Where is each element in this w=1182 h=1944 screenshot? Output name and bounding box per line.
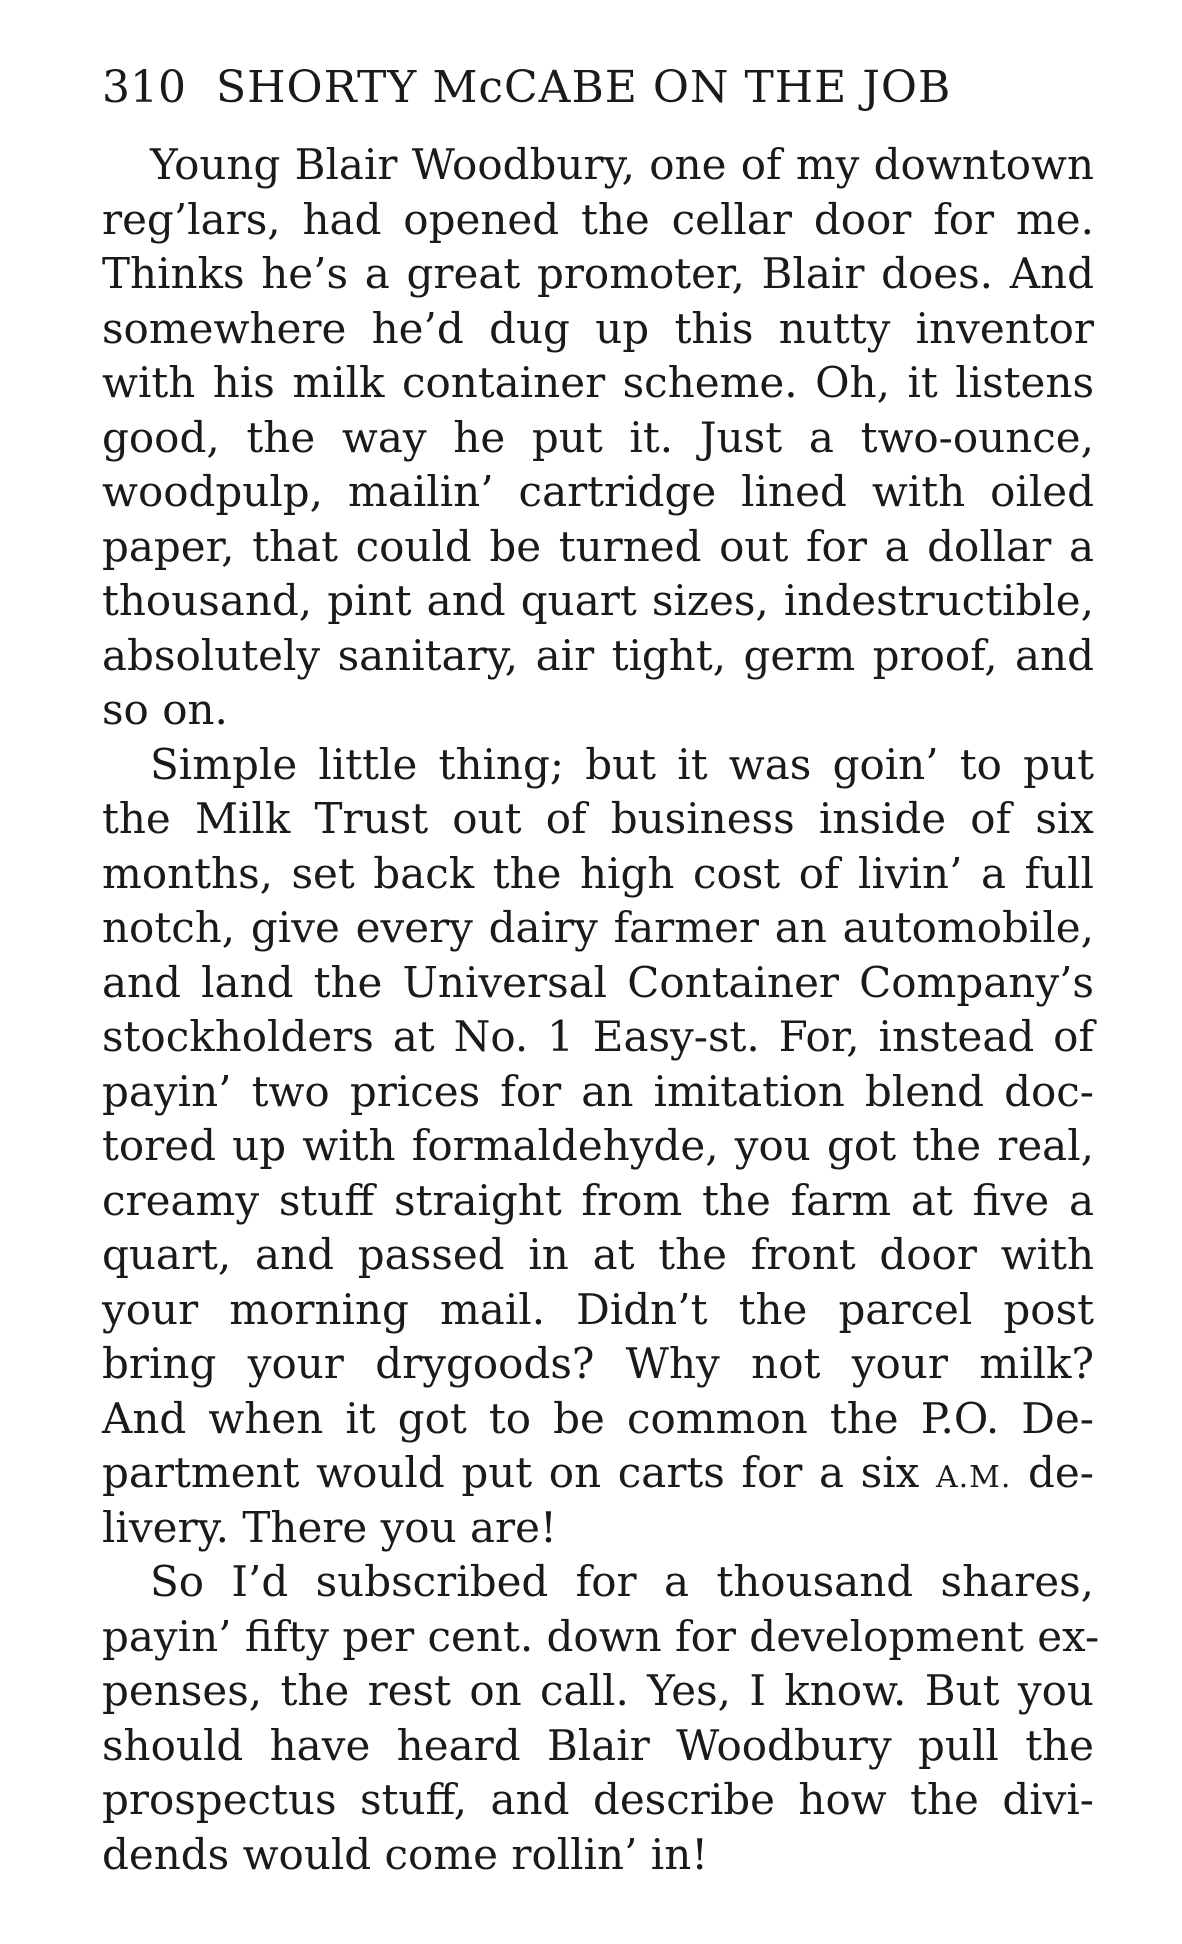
text-line: And when it got to be common the P.O. De-	[102, 1393, 1094, 1443]
text-line: So I’d subscribed for a thousand shares,	[150, 1557, 1094, 1606]
text-line: somewhere he’d dug up this nutty inventor	[102, 303, 1094, 353]
text-line: paper, that could be turned out for a dollar a	[102, 521, 1094, 571]
text-line: quart, and passed in at the front door with	[102, 1230, 1094, 1279]
body-text	[102, 138, 1100, 1882]
paragraph-3	[102, 1555, 1100, 1882]
paragraph-2	[102, 738, 1094, 1556]
text-line: so on.	[102, 685, 228, 734]
text-line: bring your drygoods? Why not your milk?	[102, 1339, 1094, 1388]
text-line: payin’ fifty per cent. down for development ex-	[102, 1611, 1100, 1661]
small-caps-time: A.M.	[935, 1460, 1012, 1495]
paragraph-1	[102, 138, 1094, 738]
running-head	[102, 58, 1102, 118]
text-line: payin’ two prices for an imitation blend doc-	[102, 1066, 1094, 1116]
text-line: reg’lars, had opened the cellar door for me.	[102, 194, 1094, 244]
text-line: months, set back the high cost of livin’ a full	[102, 848, 1094, 898]
text-line: Thinks he’s a great promoter, Blair does. And	[102, 249, 1094, 298]
text-line: woodpulp, mailin’ cartridge lined with oiled	[102, 467, 1094, 516]
text-line: livery. There you are!	[102, 1502, 557, 1552]
text-line: your morning mail. Didn’t the parcel post	[102, 1284, 1094, 1334]
text-line: thousand, pint and quart sizes, indestructible,	[102, 576, 1094, 625]
text-line: good, the way he put it. Just a two-ounce,	[102, 412, 1094, 462]
text-line: Young Blair Woodbury, one of my downtown	[150, 140, 1094, 189]
text-line: dends would come rollin’ in!	[102, 1829, 709, 1879]
text-line: absolutely sanitary, air tight, germ proof, and	[102, 630, 1094, 680]
text-line: should have heard Blair Woodbury pull the	[102, 1720, 1094, 1770]
text-line: prospectus stuff, and describe how the divi-	[102, 1775, 1094, 1824]
text-line: the Milk Trust out of business inside of six	[102, 794, 1094, 843]
text-line: and land the Universal Container Company’s	[102, 957, 1094, 1007]
text-line: stockholders at No. 1 Easy-st. For, instead of	[102, 1012, 1094, 1061]
text-line	[102, 1446, 1094, 1501]
page-number: 310	[102, 62, 186, 113]
text-line: creamy stuff straight from the farm at five a	[102, 1175, 1094, 1225]
text-line: Simple little thing; but it was goin’ to put	[150, 739, 1094, 789]
text-line: penses, the rest on call. Yes, I know. But you	[102, 1666, 1094, 1715]
text-segment: partment would put on carts for a six	[102, 1448, 936, 1497]
text-line: tored up with formaldehyde, you got the real,	[102, 1121, 1094, 1170]
text-line: notch, give every dairy farmer an automobile,	[102, 903, 1094, 952]
text-segment: de-	[1011, 1448, 1094, 1497]
running-title: SHORTY McCABE ON THE JOB	[216, 62, 952, 113]
text-line: with his milk container scheme. Oh, it listens	[102, 358, 1094, 407]
